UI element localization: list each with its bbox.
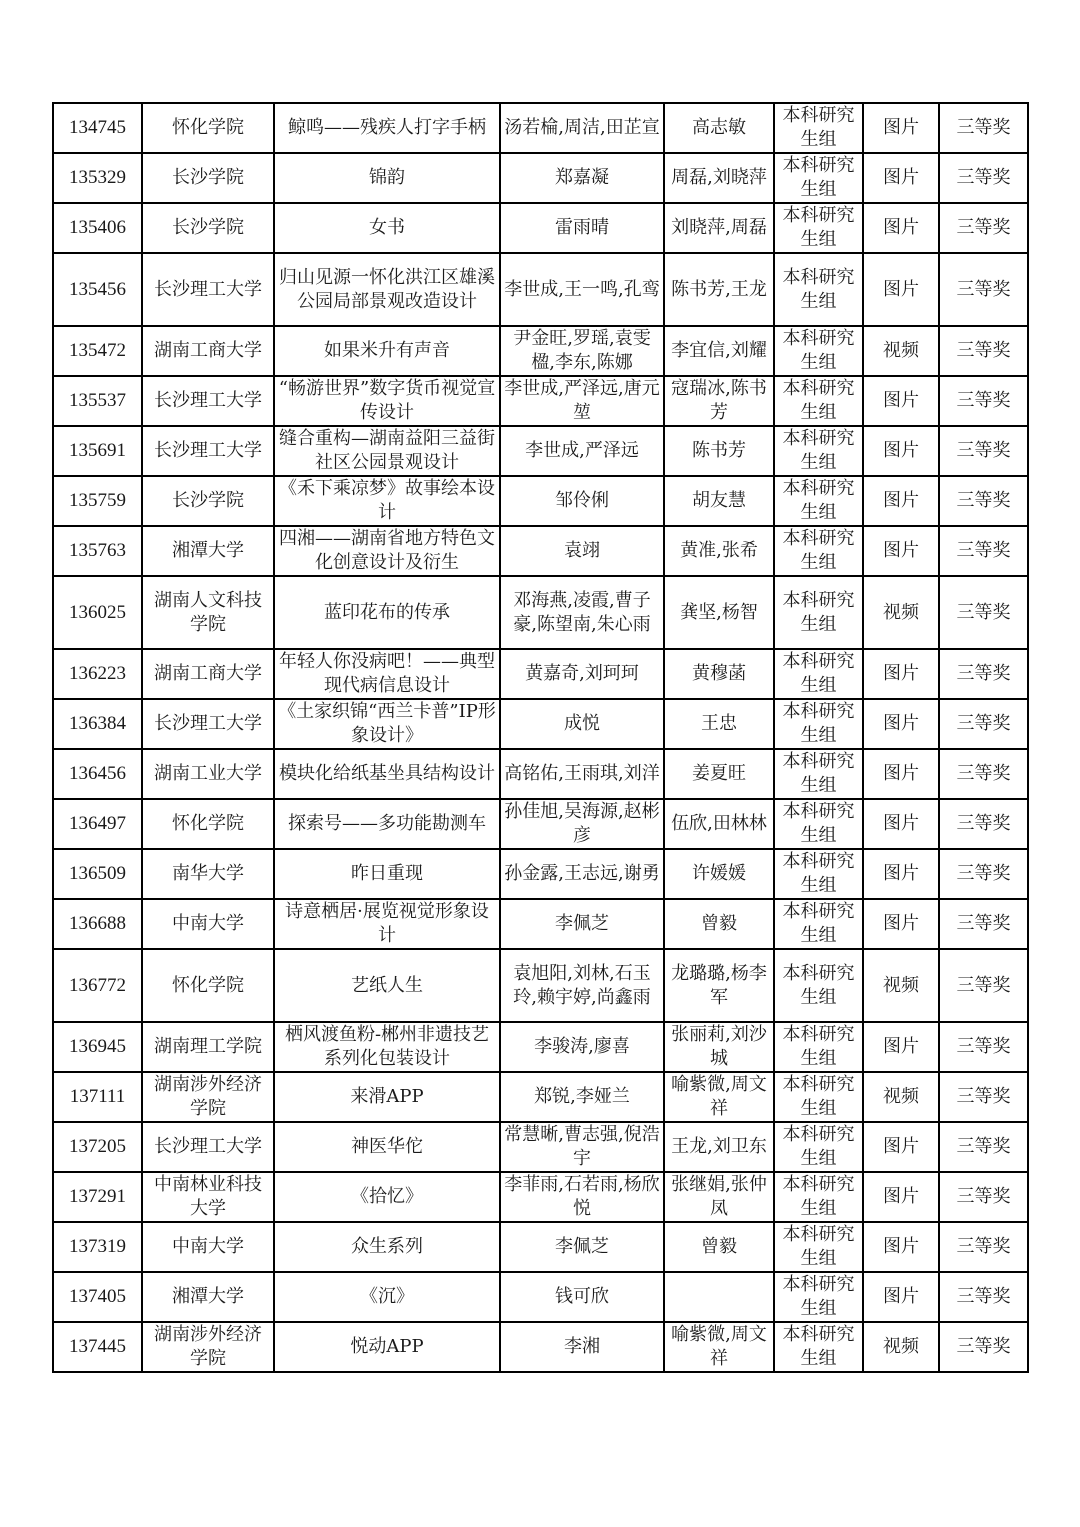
cell-title: 神医华佗 [274,1122,500,1172]
cell-id: 135329 [53,153,142,203]
cell-id: 137405 [53,1272,142,1322]
cell-category: 图片 [863,426,939,476]
cell-authors: 李菲雨,石若雨,杨欣悦 [500,1172,664,1222]
cell-title: 如果米升有声音 [274,326,500,376]
cell-award: 三等奖 [939,799,1028,849]
cell-id: 137205 [53,1122,142,1172]
cell-authors: 尹金旺,罗瑶,袁雯楹,李东,陈娜 [500,326,664,376]
cell-authors: 袁旭阳,刘林,石玉玲,赖宇婷,尚鑫雨 [500,949,664,1022]
cell-advisor: 黄准,张希 [664,526,774,576]
table-row [53,426,1028,476]
cell-group: 本科研究生组 [774,376,863,426]
cell-advisor: 喻紫微,周文祥 [664,1072,774,1122]
table-row [53,1022,1028,1072]
cell-school: 长沙学院 [142,476,274,526]
cell-group: 本科研究生组 [774,526,863,576]
cell-id: 135537 [53,376,142,426]
cell-id: 135763 [53,526,142,576]
cell-school: 湖南理工学院 [142,1022,274,1072]
cell-authors: 雷雨晴 [500,203,664,253]
cell-advisor: 曾毅 [664,1222,774,1272]
cell-group: 本科研究生组 [774,749,863,799]
table-row [53,376,1028,426]
cell-group: 本科研究生组 [774,203,863,253]
cell-group: 本科研究生组 [774,1272,863,1322]
cell-group: 本科研究生组 [774,326,863,376]
cell-id: 136025 [53,576,142,649]
cell-school: 长沙理工大学 [142,376,274,426]
cell-id: 136497 [53,799,142,849]
cell-group: 本科研究生组 [774,1022,863,1072]
cell-title: 模块化给纸基坐具结构设计 [274,749,500,799]
cell-authors: 李骏涛,廖喜 [500,1022,664,1072]
cell-group: 本科研究生组 [774,1222,863,1272]
cell-category: 图片 [863,1022,939,1072]
table-row [53,699,1028,749]
cell-advisor [664,1272,774,1322]
table-body [53,103,1028,1372]
cell-category: 图片 [863,749,939,799]
cell-title: 《禾下乘凉梦》故事绘本设计 [274,476,500,526]
cell-school: 长沙理工大学 [142,1122,274,1172]
cell-award: 三等奖 [939,699,1028,749]
cell-group: 本科研究生组 [774,426,863,476]
cell-title: 《拾忆》 [274,1172,500,1222]
cell-authors: 成悦 [500,699,664,749]
cell-title: “畅游世界”数字货币视觉宣传设计 [274,376,500,426]
cell-award: 三等奖 [939,1322,1028,1372]
cell-title: 昨日重现 [274,849,500,899]
cell-school: 长沙学院 [142,203,274,253]
cell-title: 女书 [274,203,500,253]
cell-id: 135472 [53,326,142,376]
cell-advisor: 刘晓萍,周磊 [664,203,774,253]
table-row [53,749,1028,799]
cell-award: 三等奖 [939,949,1028,1022]
cell-advisor: 龚坚,杨智 [664,576,774,649]
table-row [53,326,1028,376]
cell-authors: 常慧晰,曹志强,倪浩宇 [500,1122,664,1172]
cell-award: 三等奖 [939,576,1028,649]
cell-id: 136945 [53,1022,142,1072]
table-row [53,1172,1028,1222]
cell-title: 栖风渡鱼粉-郴州非遗技艺系列化包装设计 [274,1022,500,1072]
cell-category: 图片 [863,849,939,899]
cell-group: 本科研究生组 [774,253,863,326]
cell-category: 图片 [863,526,939,576]
cell-category: 视频 [863,576,939,649]
cell-group: 本科研究生组 [774,1172,863,1222]
cell-school: 湖南工业大学 [142,749,274,799]
cell-advisor: 许媛媛 [664,849,774,899]
cell-id: 137445 [53,1322,142,1372]
cell-group: 本科研究生组 [774,576,863,649]
table-row [53,253,1028,326]
cell-title: 鲸鸣——残疾人打字手柄 [274,103,500,153]
cell-authors: 李佩芝 [500,899,664,949]
cell-school: 怀化学院 [142,799,274,849]
cell-authors: 邹伶俐 [500,476,664,526]
cell-award: 三等奖 [939,526,1028,576]
cell-school: 湖南人文科技学院 [142,576,274,649]
cell-id: 135456 [53,253,142,326]
cell-authors: 汤若棆,周洁,田芷宣 [500,103,664,153]
table-row [53,203,1028,253]
cell-category: 图片 [863,699,939,749]
cell-advisor: 陈书芳,王龙 [664,253,774,326]
table-row [53,849,1028,899]
cell-id: 136384 [53,699,142,749]
cell-group: 本科研究生组 [774,849,863,899]
cell-group: 本科研究生组 [774,699,863,749]
cell-advisor: 龙璐璐,杨李军 [664,949,774,1022]
cell-title: 悦动APP [274,1322,500,1372]
cell-award: 三等奖 [939,899,1028,949]
cell-award: 三等奖 [939,1272,1028,1322]
cell-title: 四湘——湖南省地方特色文化创意设计及衍生 [274,526,500,576]
cell-school: 中南林业科技大学 [142,1172,274,1222]
cell-school: 湖南涉外经济学院 [142,1322,274,1372]
table-row [53,1322,1028,1372]
cell-category: 视频 [863,949,939,1022]
cell-award: 三等奖 [939,253,1028,326]
cell-school: 怀化学院 [142,103,274,153]
cell-group: 本科研究生组 [774,103,863,153]
cell-category: 图片 [863,649,939,699]
cell-category: 视频 [863,326,939,376]
cell-advisor: 周磊,刘晓萍 [664,153,774,203]
cell-advisor: 寇瑞冰,陈书芳 [664,376,774,426]
cell-award: 三等奖 [939,326,1028,376]
cell-title: 归山见源一怀化洪江区雄溪公园局部景观改造设计 [274,253,500,326]
cell-school: 南华大学 [142,849,274,899]
cell-title: 锦韵 [274,153,500,203]
cell-school: 怀化学院 [142,949,274,1022]
cell-id: 136456 [53,749,142,799]
table-row [53,949,1028,1022]
cell-id: 136509 [53,849,142,899]
cell-authors: 李世成,王一鸣,孔鸾 [500,253,664,326]
cell-advisor: 曾毅 [664,899,774,949]
cell-advisor: 陈书芳 [664,426,774,476]
cell-title: 众生系列 [274,1222,500,1272]
cell-advisor: 姜夏旺 [664,749,774,799]
cell-group: 本科研究生组 [774,476,863,526]
cell-title: 蓝印花布的传承 [274,576,500,649]
cell-advisor: 张继娟,张仲凤 [664,1172,774,1222]
cell-group: 本科研究生组 [774,153,863,203]
cell-award: 三等奖 [939,849,1028,899]
cell-category: 图片 [863,1272,939,1322]
cell-award: 三等奖 [939,649,1028,699]
cell-category: 图片 [863,899,939,949]
award-table [52,102,1029,1373]
cell-award: 三等奖 [939,1022,1028,1072]
cell-advisor: 张丽莉,刘沙城 [664,1022,774,1072]
cell-school: 中南大学 [142,1222,274,1272]
cell-advisor: 李宜信,刘耀 [664,326,774,376]
cell-advisor: 王龙,刘卫东 [664,1122,774,1172]
cell-award: 三等奖 [939,203,1028,253]
table-row [53,649,1028,699]
cell-group: 本科研究生组 [774,799,863,849]
cell-id: 136223 [53,649,142,699]
cell-award: 三等奖 [939,476,1028,526]
cell-category: 图片 [863,1222,939,1272]
cell-authors: 孙金露,王志远,谢勇 [500,849,664,899]
cell-title: 诗意栖居·展览视觉形象设计 [274,899,500,949]
cell-title: 来滑APP [274,1072,500,1122]
cell-advisor: 王忠 [664,699,774,749]
cell-authors: 李世成,严泽远,唐元堃 [500,376,664,426]
cell-id: 134745 [53,103,142,153]
cell-group: 本科研究生组 [774,1122,863,1172]
cell-category: 图片 [863,1122,939,1172]
table-row [53,1272,1028,1322]
cell-school: 湘潭大学 [142,1272,274,1322]
cell-id: 137319 [53,1222,142,1272]
cell-award: 三等奖 [939,426,1028,476]
cell-authors: 郑锐,李娅兰 [500,1072,664,1122]
cell-school: 湖南涉外经济学院 [142,1072,274,1122]
cell-school: 长沙理工大学 [142,426,274,476]
cell-advisor: 胡友慧 [664,476,774,526]
cell-id: 135691 [53,426,142,476]
cell-title: 艺纸人生 [274,949,500,1022]
cell-authors: 李世成,严泽远 [500,426,664,476]
cell-school: 湖南工商大学 [142,649,274,699]
cell-award: 三等奖 [939,376,1028,426]
cell-school: 湘潭大学 [142,526,274,576]
cell-group: 本科研究生组 [774,649,863,699]
cell-category: 图片 [863,103,939,153]
table-row [53,1122,1028,1172]
cell-award: 三等奖 [939,1122,1028,1172]
cell-id: 136688 [53,899,142,949]
cell-school: 长沙理工大学 [142,699,274,749]
cell-category: 图片 [863,1172,939,1222]
cell-advisor: 伍欣,田林林 [664,799,774,849]
cell-school: 中南大学 [142,899,274,949]
cell-authors: 郑嘉凝 [500,153,664,203]
cell-group: 本科研究生组 [774,1072,863,1122]
cell-id: 135406 [53,203,142,253]
results-page [52,102,1027,1373]
cell-award: 三等奖 [939,1222,1028,1272]
cell-award: 三等奖 [939,153,1028,203]
cell-authors: 邓海燕,凌霞,曹子豪,陈望南,朱心雨 [500,576,664,649]
cell-authors: 李佩芝 [500,1222,664,1272]
cell-advisor: 喻紫微,周文祥 [664,1322,774,1372]
cell-id: 135759 [53,476,142,526]
cell-award: 三等奖 [939,749,1028,799]
cell-group: 本科研究生组 [774,949,863,1022]
cell-title: 缝合重构—湖南益阳三益街社区公园景观设计 [274,426,500,476]
cell-title: 《沉》 [274,1272,500,1322]
table-row [53,576,1028,649]
cell-authors: 孙佳旭,吴海源,赵彬彦 [500,799,664,849]
cell-category: 视频 [863,1072,939,1122]
cell-group: 本科研究生组 [774,899,863,949]
cell-school: 湖南工商大学 [142,326,274,376]
cell-award: 三等奖 [939,103,1028,153]
table-row [53,526,1028,576]
cell-school: 长沙理工大学 [142,253,274,326]
cell-category: 图片 [863,153,939,203]
cell-title: 年轻人你没病吧！——典型现代病信息设计 [274,649,500,699]
cell-category: 视频 [863,1322,939,1372]
cell-id: 137291 [53,1172,142,1222]
cell-authors: 钱可欣 [500,1272,664,1322]
cell-school: 长沙学院 [142,153,274,203]
cell-id: 136772 [53,949,142,1022]
cell-category: 图片 [863,253,939,326]
cell-authors: 袁翊 [500,526,664,576]
cell-category: 图片 [863,799,939,849]
cell-authors: 黄嘉奇,刘珂珂 [500,649,664,699]
table-row [53,153,1028,203]
cell-authors: 李湘 [500,1322,664,1372]
cell-title: 《土家织锦“西兰卡普”IP形象设计》 [274,699,500,749]
table-row [53,103,1028,153]
cell-category: 图片 [863,203,939,253]
cell-title: 探索号——多功能勘测车 [274,799,500,849]
table-row [53,899,1028,949]
cell-group: 本科研究生组 [774,1322,863,1372]
table-row [53,476,1028,526]
cell-advisor: 黄穆菡 [664,649,774,699]
table-row [53,1222,1028,1272]
table-row [53,799,1028,849]
cell-authors: 高铭佑,王雨琪,刘洋 [500,749,664,799]
table-row [53,1072,1028,1122]
cell-category: 图片 [863,476,939,526]
cell-award: 三等奖 [939,1172,1028,1222]
cell-advisor: 高志敏 [664,103,774,153]
cell-award: 三等奖 [939,1072,1028,1122]
cell-id: 137111 [53,1072,142,1122]
cell-category: 图片 [863,376,939,426]
